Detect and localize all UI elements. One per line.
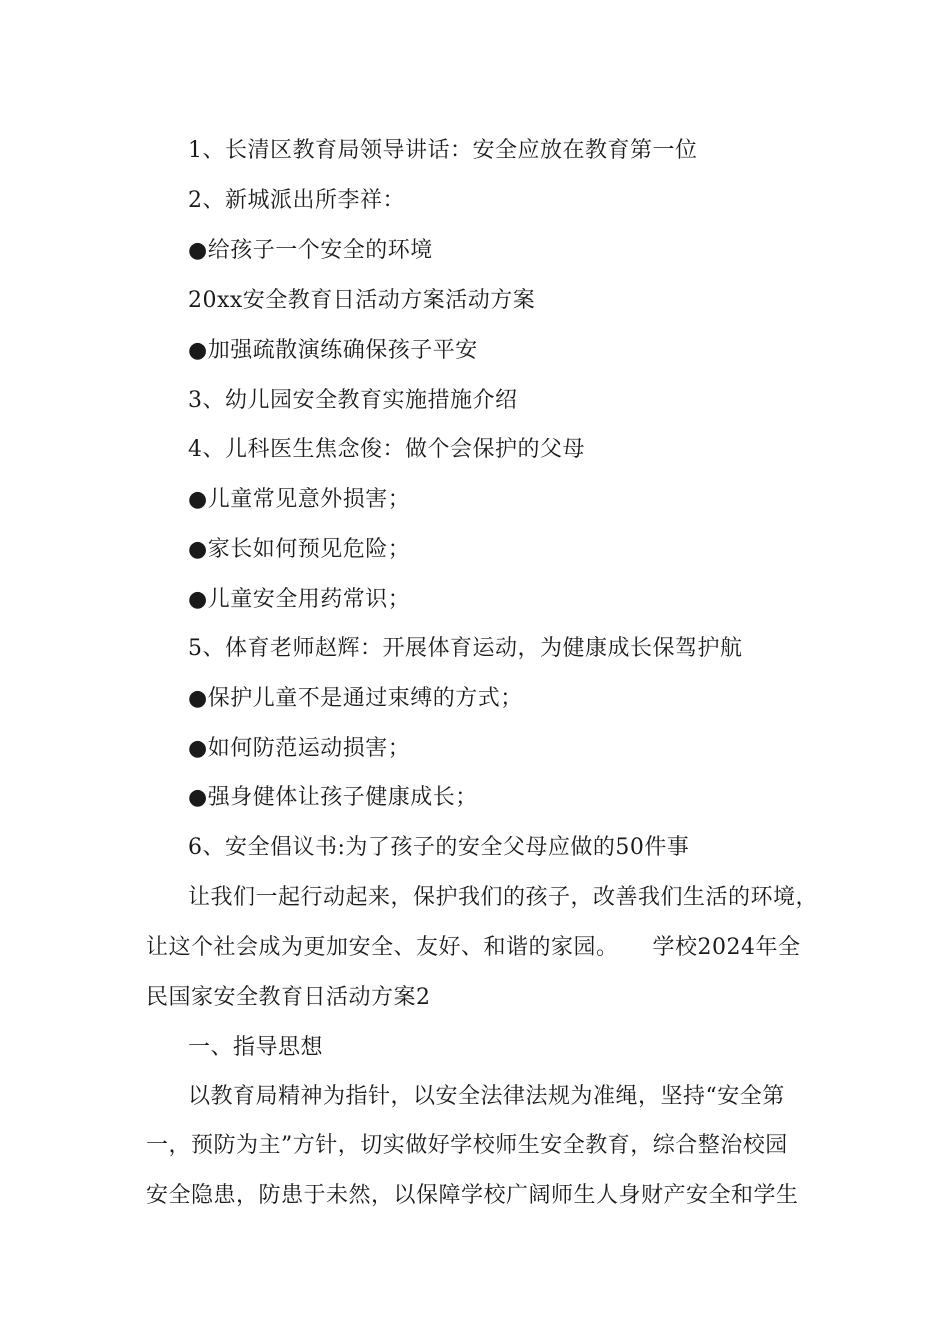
text-line: 2、新城派出所李祥：	[188, 188, 405, 213]
paragraph-line: 让这个社会成为更加安全、友好、和谐的家园。 学校2024年全	[146, 935, 801, 960]
paragraph-line: 安全隐患，防患于未然，以保障学校广阔师生人身财产安全和学生	[146, 1183, 799, 1208]
text-line: 5、体育老师赵辉：开展体育运动，为健康成长保驾护航	[188, 636, 743, 661]
paragraph-line: 一，预防为主”方针，切实做好学校师生安全教育，综合整治校园	[146, 1133, 788, 1158]
bullet-line: ●给孩子一个安全的环境	[188, 238, 433, 263]
text-line: 4、儿科医生焦念俊：做个会保护的父母	[188, 437, 585, 462]
paragraph-line: 让我们一起行动起来，保护我们的孩子，改善我们生活的环境，	[188, 885, 819, 910]
text-line: 6、安全倡议书:为了孩子的安全父母应做的50件事	[188, 835, 690, 860]
bullet-line: ●儿童安全用药常识；	[188, 587, 411, 612]
bullet-line: ●强身健体让孩子健康成长；	[188, 785, 478, 810]
bullet-line: ●儿童常见意外损害；	[188, 487, 411, 512]
bullet-line: ●加强疏散演练确保孩子平安	[188, 338, 478, 363]
paragraph-line: 民国家安全教育日活动方案2	[146, 985, 431, 1010]
text-line: 3、幼儿园安全教育实施措施介绍	[188, 388, 518, 413]
bullet-line: ●家长如何预见危险；	[188, 537, 411, 562]
text-line: 20xx安全教育日活动方案活动方案	[188, 288, 536, 313]
bullet-line: ●保护儿童不是通过束缚的方式；	[188, 686, 523, 711]
text-line: 1、长清区教育局领导讲话：安全应放在教育第一位	[188, 138, 698, 163]
section-heading: 一、指导思想	[188, 1035, 324, 1060]
paragraph-line: 以教育局精神为指针，以安全法律法规为准绳，坚持“安全第	[188, 1084, 785, 1109]
bullet-line: ●如何防范运动损害；	[188, 736, 411, 761]
